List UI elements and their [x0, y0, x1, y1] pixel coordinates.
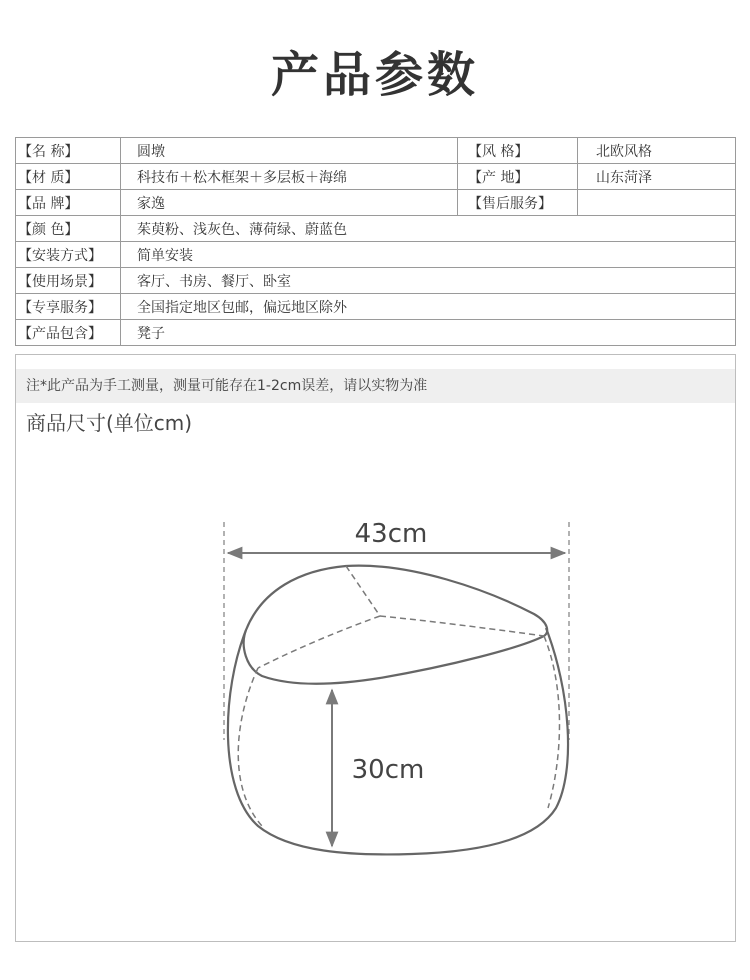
aftersale-label: 【售后服务】: [458, 190, 578, 216]
color-value: 茱萸粉、浅灰色、薄荷绿、蔚蓝色: [121, 216, 736, 242]
size-section-title: 商品尺寸(单位cm): [26, 411, 193, 435]
color-label: 【颜 色】: [16, 216, 121, 242]
package-value: 凳子: [121, 320, 736, 346]
origin-label: 【产 地】: [458, 164, 578, 190]
measurement-note: 注*此产品为手工测量，测量可能存在1-2cm误差，请以实物为准: [16, 369, 735, 403]
package-label: 【产品包含】: [16, 320, 121, 346]
stool-seat-outline: [244, 566, 547, 684]
seam-top-c: [258, 616, 380, 668]
name-label: 【名 称】: [16, 138, 121, 164]
brand-label: 【品 牌】: [16, 190, 121, 216]
origin-value: 山东菏泽: [578, 164, 736, 190]
brand-value: 家逸: [121, 190, 458, 216]
scene-label: 【使用场景】: [16, 268, 121, 294]
height-label: 30cm: [351, 755, 425, 785]
width-label: 43cm: [354, 519, 428, 549]
style-label: 【风 格】: [458, 138, 578, 164]
seam-top-b: [380, 616, 544, 636]
service-value: 全国指定地区包邮，偏远地区除外: [121, 294, 736, 320]
material-value: 科技布＋松木框架＋多层板＋海绵: [121, 164, 458, 190]
install-label: 【安装方式】: [16, 242, 121, 268]
seam-top-a: [346, 566, 380, 616]
scene-value: 客厅、书房、餐厅、卧室: [121, 268, 736, 294]
service-label: 【专享服务】: [16, 294, 121, 320]
style-value: 北欧风格: [578, 138, 736, 164]
name-value: 圆墩: [121, 138, 458, 164]
stool-body-outline: [228, 628, 568, 854]
material-label: 【材 质】: [16, 164, 121, 190]
page-title: 产品参数: [270, 47, 479, 103]
install-value: 简单安装: [121, 242, 736, 268]
